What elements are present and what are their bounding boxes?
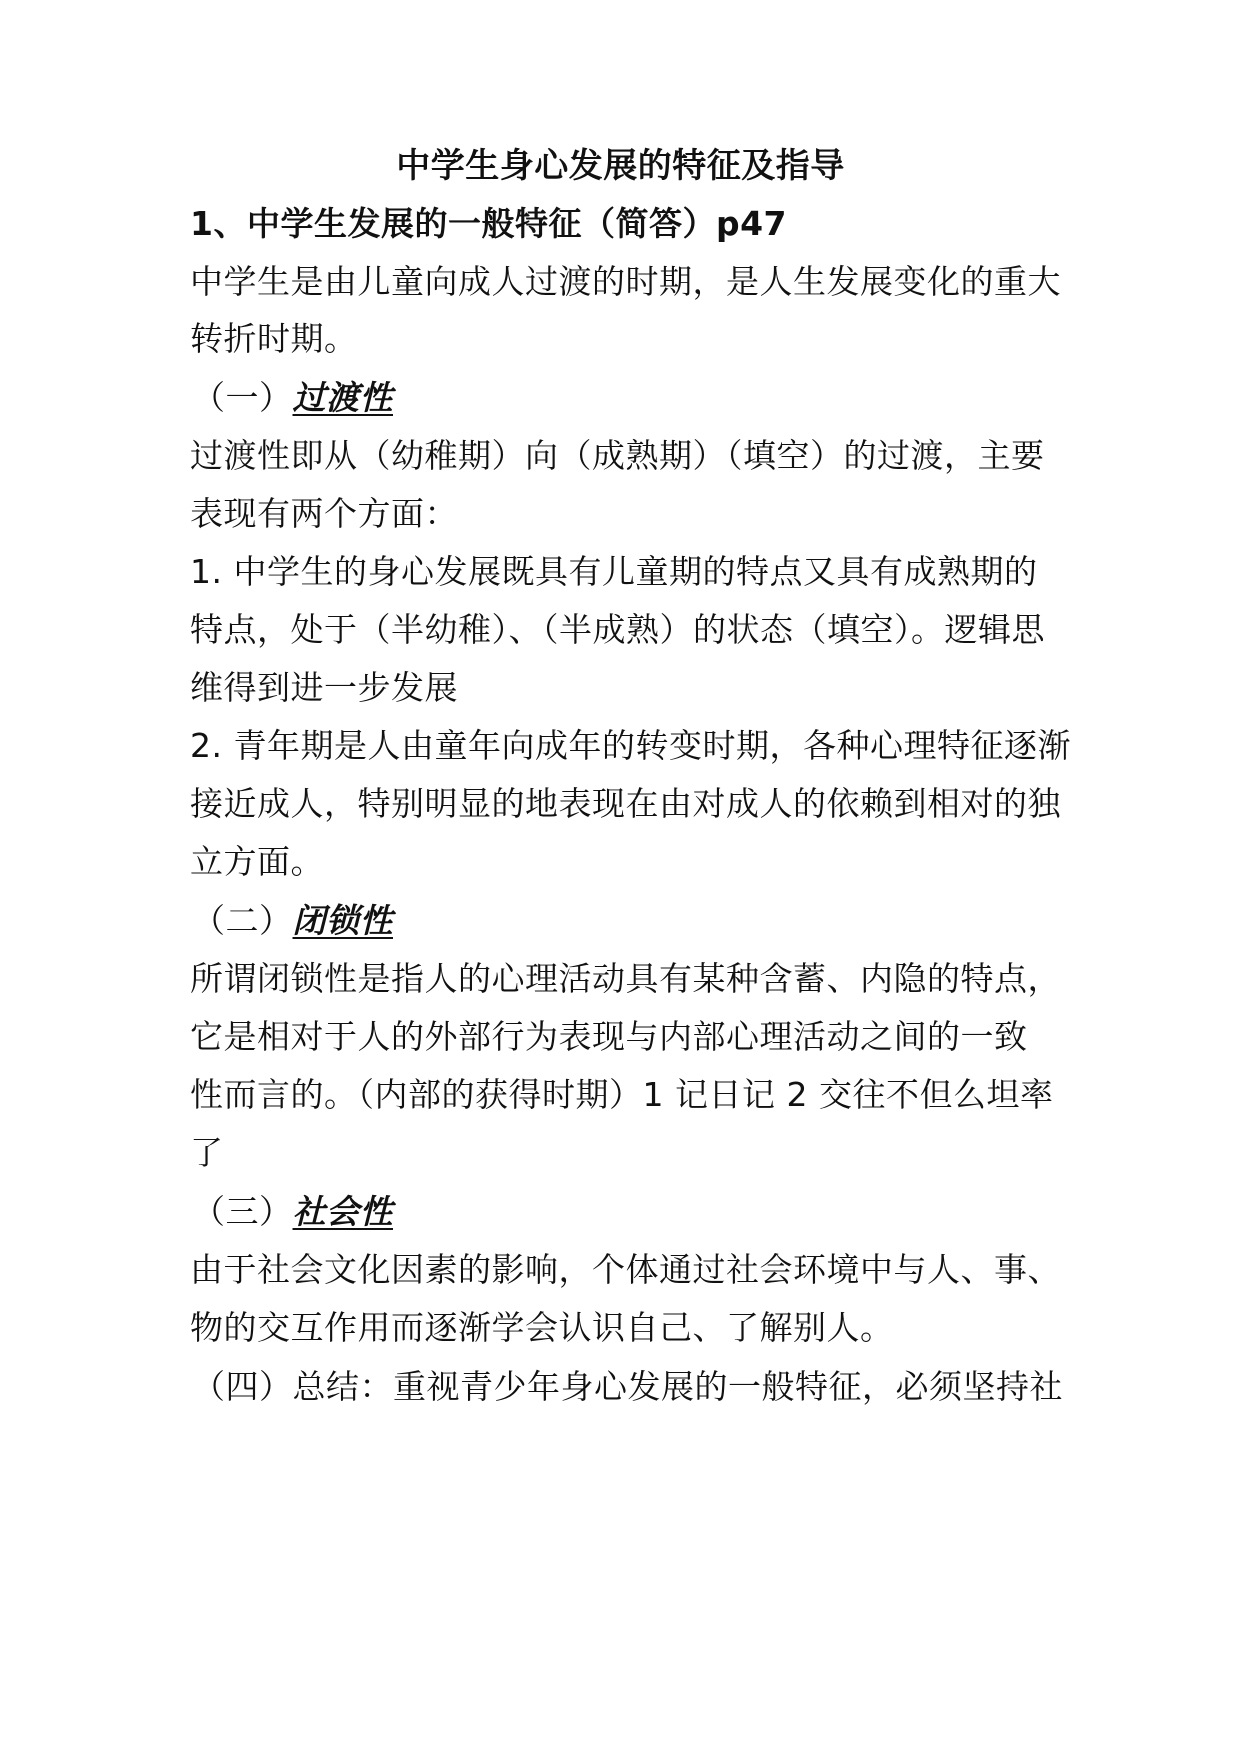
subheading-transition [192, 378, 1072, 418]
subheading-prefix: （三） [192, 1192, 293, 1231]
subheading-closedness [192, 901, 1072, 941]
paragraph-line: 接近成人，特别明显的地表现在由对成人的依赖到相对的独 [190, 784, 1061, 823]
paragraph-line: 中学生是由儿童向成人过渡的时期，是人生发展变化的重大 [190, 262, 1061, 301]
subheading-term: 过渡性 [292, 378, 393, 417]
subheading-prefix: （二） [192, 901, 293, 940]
paragraph-line: 了 [190, 1133, 224, 1172]
subheading-term: 闭锁性 [292, 901, 393, 940]
section-heading: 1、中学生发展的一般特征（简答）p47 [190, 204, 788, 243]
paragraph-line: 转折时期。 [190, 319, 358, 358]
paragraph-line: 物的交互作用而逐渐学会认识自己、了解别人。 [190, 1308, 894, 1347]
paragraph-line: 它是相对于人的外部行为表现与内部心理活动之间的一致 [190, 1017, 1028, 1056]
paragraph-line: 维得到进一步发展 [190, 668, 458, 707]
paragraph-line: 由于社会文化因素的影响，个体通过社会环境中与人、事、 [190, 1250, 1061, 1289]
paragraph-line: 1. 中学生的身心发展既具有儿童期的特点又具有成熟期的 [190, 552, 1038, 591]
subheading-term: 社会性 [292, 1192, 393, 1231]
paragraph-line: 表现有两个方面： [190, 494, 458, 533]
paragraph-line: 2. 青年期是人由童年向成年的转变时期，各种心理特征逐渐 [190, 726, 1071, 765]
summary-line: （四）总结：重视青少年身心发展的一般特征，必须坚持社 [192, 1367, 1063, 1406]
paragraph-line: 性而言的。（内部的获得时期）1 记日记 2 交往不但么坦率 [190, 1075, 1054, 1114]
paragraph-line: 立方面。 [190, 842, 324, 881]
paragraph-line: 特点，处于（半幼稚）、（半成熟）的状态（填空）。逻辑思 [190, 610, 1045, 649]
paragraph-line: 所谓闭锁性是指人的心理活动具有某种含蓄、内隐的特点， [190, 959, 1061, 998]
document-title: 中学生身心发展的特征及指导 [396, 146, 845, 186]
subheading-sociality [192, 1192, 1072, 1232]
paragraph-line: 过渡性即从（幼稚期）向（成熟期）（填空）的过渡，主要 [190, 436, 1045, 475]
subheading-prefix: （一） [192, 378, 293, 417]
